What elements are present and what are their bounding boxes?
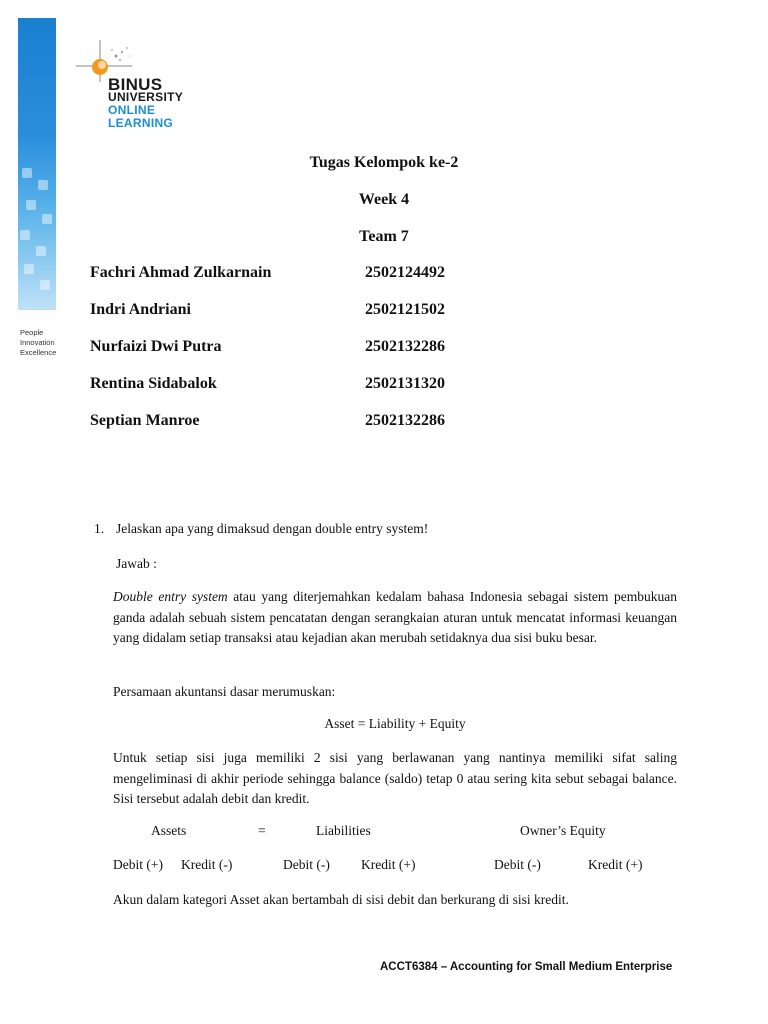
document-title: Tugas Kelompok ke-2 [309, 154, 459, 171]
member-name: Indri Andriani [90, 301, 191, 318]
answer-label [113, 554, 677, 575]
heading-liabilities: Liabilities [316, 823, 371, 838]
accounting-equation: Asset = Liability + Equity [324, 716, 466, 731]
tagline-line: People [20, 328, 44, 337]
member-id: 2502132286 [365, 338, 445, 355]
binus-logo [72, 36, 202, 144]
tagline [20, 328, 56, 358]
member-name: Nurfaizi Dwi Putra [90, 338, 222, 355]
logo-line: UNIVERSITY [108, 90, 184, 104]
week-label: Week 4 [358, 191, 410, 208]
question-number: 1. [94, 521, 105, 536]
heading-equity: Owner’s Equity [520, 823, 606, 838]
tagline-line: Excellence [20, 348, 57, 357]
liabilities-debit-sign: Debit (-) [283, 857, 330, 872]
assets-debit-sign: Debit (+) [113, 857, 163, 872]
heading-equals: = [258, 823, 266, 838]
paragraph-text: atau yang diterjemahkan kedalam bahasa Indonesia sebagai sistem pembukuan ganda adalah sebuah sistem pencatatan dengan serangkaian aturan untuk mencatat informasi keuangan yang didalam setiap transaksi atau kejadian akan merubah setidaknya dua sisi buku besar. [113, 589, 677, 645]
logo-wordmark [108, 75, 184, 130]
answer-paragraph-1 [113, 587, 677, 649]
member-name: Rentina Sidabalok [90, 375, 217, 392]
member-id: 2502121502 [365, 301, 445, 318]
liabilities-kredit-sign: Kredit (+) [361, 857, 416, 872]
logo-line: LEARNING [108, 116, 174, 130]
member-name: Fachri Ahmad Zulkarnain [90, 264, 272, 281]
tagline-line: Innovation [20, 338, 55, 347]
equity-kredit-sign: Kredit (+) [588, 857, 643, 872]
page-footer: ACCT6384 – Accounting for Small Medium Enterprise [380, 961, 673, 973]
member-name: Septian Manroe [90, 412, 200, 429]
answer-paragraph-3: Untuk setiap sisi juga memiliki 2 sisi yang berlawanan yang nantinya memiliki sifat saling mengeliminasi di akhir periode sehingga balance (saldo) tetap 0 atau sering kita sebut sebagai balance. Sisi tersebut adalah debit dan kredit. [113, 750, 677, 806]
member-id: 2502124492 [365, 264, 445, 281]
member-id: 2502132286 [365, 412, 445, 429]
question-text: Jelaskan apa yang dimaksud dengan double entry system! [116, 521, 429, 536]
logo-line: ONLINE [108, 103, 156, 117]
team-label: Team 7 [359, 228, 409, 245]
answer-label-text: Jawab : [116, 556, 157, 571]
answer-paragraph-2: Persamaan akuntansi dasar merumuskan: [113, 684, 336, 699]
term-emphasis: Double entry system [113, 589, 228, 604]
equity-debit-sign: Debit (-) [494, 857, 541, 872]
logo-line: BINUS [108, 75, 163, 94]
heading-assets: Assets [151, 823, 187, 838]
member-id: 2502131320 [365, 375, 445, 392]
assets-kredit-sign: Kredit (-) [181, 857, 233, 872]
answer-paragraph-4: Akun dalam kategori Asset akan bertambah di sisi debit dan berkurang di sisi kredit. [113, 892, 569, 907]
